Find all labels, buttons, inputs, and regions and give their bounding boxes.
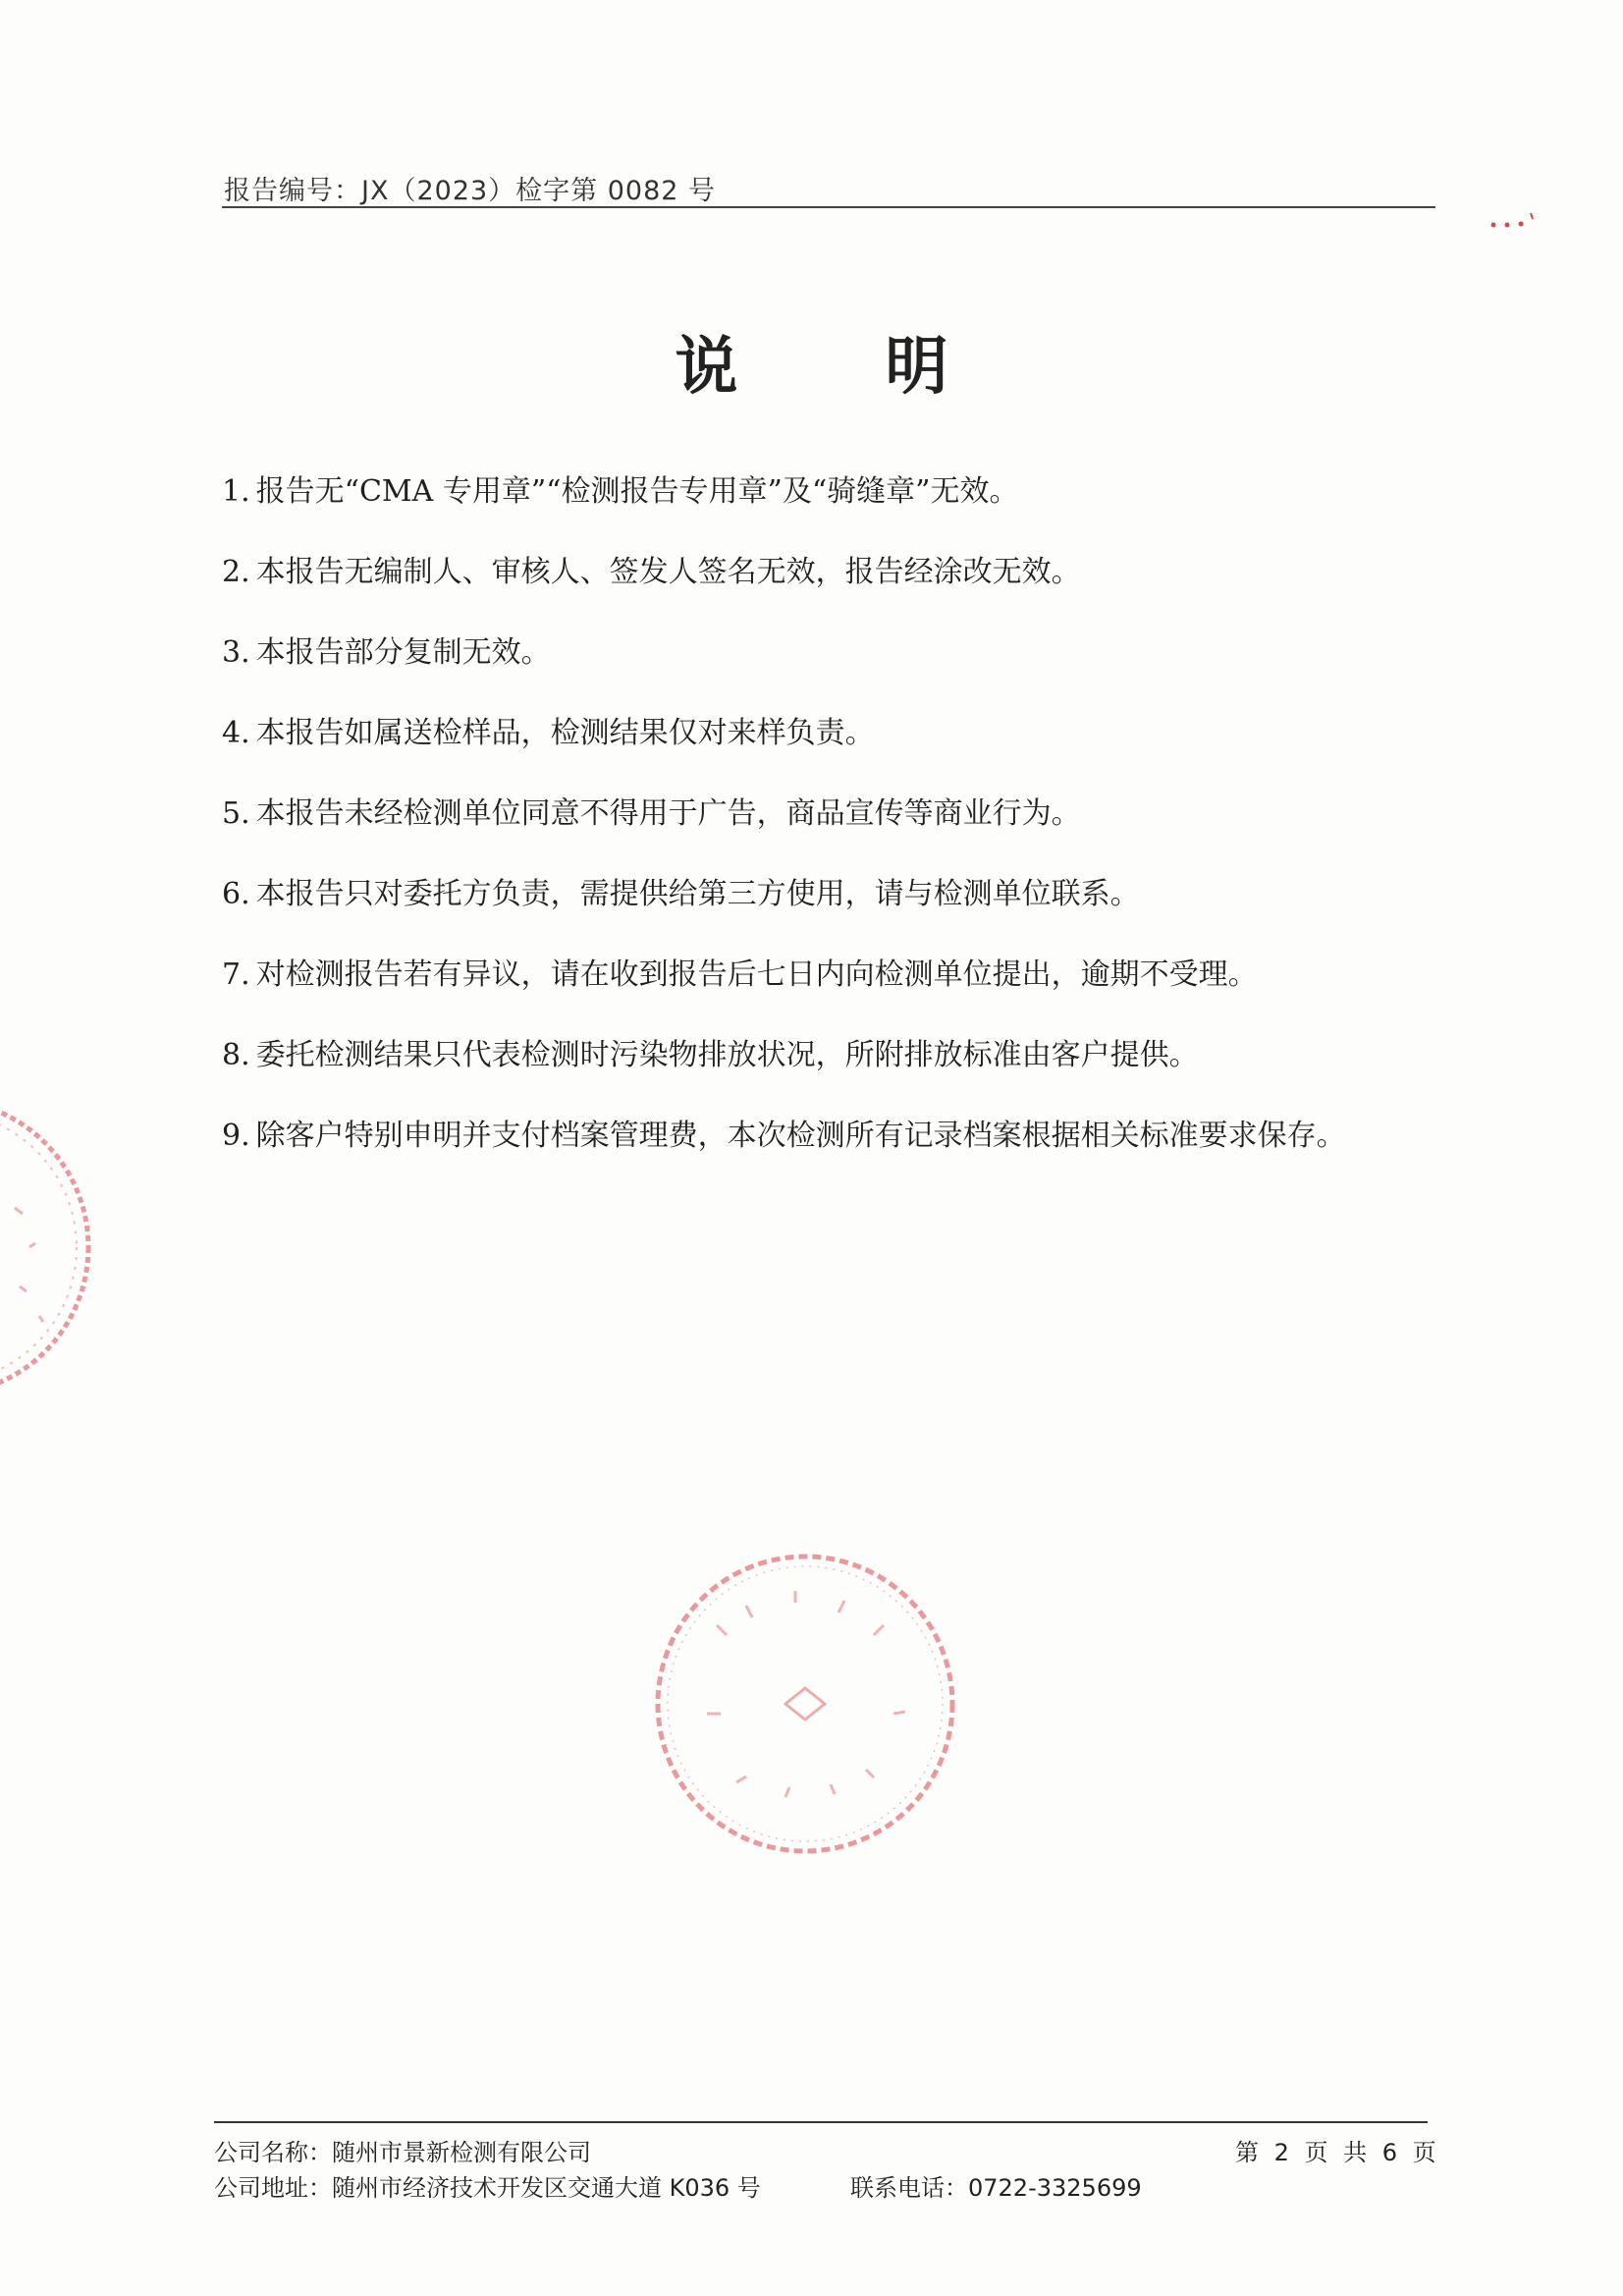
report-number-value: JX（2023）检字第 0082 号 xyxy=(361,176,717,206)
footer-divider xyxy=(214,2121,1428,2123)
edge-seal-stamp xyxy=(0,1090,98,1404)
notice-number: 8. xyxy=(222,1038,250,1072)
notice-item xyxy=(222,953,1459,1033)
notice-number: 5. xyxy=(222,796,250,831)
company-address-line xyxy=(214,2168,761,2203)
notice-text: 本报告部分复制无效。 xyxy=(255,635,551,670)
notice-item xyxy=(222,1033,1459,1114)
notice-item xyxy=(222,630,1459,711)
notice-item xyxy=(222,872,1459,953)
page-indicator: 第 2 页 共 6 页 xyxy=(1235,2139,1440,2166)
corner-seal-marks xyxy=(1488,211,1537,231)
notice-number: 2. xyxy=(222,555,250,589)
notice-text: 本报告无编制人、审核人、签发人签名无效，报告经涂改无效。 xyxy=(255,555,1081,589)
notice-number: 3. xyxy=(222,635,250,670)
header-divider xyxy=(222,206,1435,208)
company-name: 随州市景新检测有限公司 xyxy=(332,2139,591,2166)
notice-text: 除客户特别申明并支付档案管理费，本次检测所有记录档案根据相关标准要求保存。 xyxy=(255,1119,1346,1153)
report-number-header xyxy=(224,169,716,207)
notice-number: 4. xyxy=(222,716,250,750)
notice-text: 本报告未经检测单位同意不得用于广告，商品宣传等商业行为。 xyxy=(255,796,1081,831)
notice-item xyxy=(222,711,1459,792)
notice-list xyxy=(222,469,1459,1194)
company-name-line xyxy=(214,2133,591,2167)
company-address-label: 公司地址： xyxy=(214,2174,332,2202)
notice-text: 报告无“CMA 专用章”“检测报告专用章”及“骑缝章”无效。 xyxy=(255,474,1019,509)
notice-item xyxy=(222,469,1459,550)
notice-text: 委托检测结果只代表检测时污染物排放状况，所附排放标准由客户提供。 xyxy=(255,1038,1199,1072)
notice-text: 对检测报告若有异议，请在收到报告后七日内向检测单位提出，逾期不受理。 xyxy=(255,957,1258,992)
notice-number: 9. xyxy=(222,1119,250,1153)
company-name-label: 公司名称： xyxy=(214,2139,332,2166)
official-seal-stamp xyxy=(648,1547,962,1861)
notice-number: 1. xyxy=(222,474,250,509)
notice-item xyxy=(222,1114,1459,1194)
phone-line xyxy=(850,2168,1142,2203)
notice-item xyxy=(222,792,1459,872)
notice-text: 本报告如属送检样品，检测结果仅对来样负责。 xyxy=(255,716,875,750)
notice-text: 本报告只对委托方负责，需提供给第三方使用，请与检测单位联系。 xyxy=(255,877,1140,911)
notice-item xyxy=(222,550,1459,630)
company-address: 随州市经济技术开发区交通大道 K036 号 xyxy=(332,2174,761,2202)
phone-label: 联系电话： xyxy=(850,2174,968,2202)
page-title: 说明 xyxy=(675,330,1096,404)
notice-number: 6. xyxy=(222,877,250,911)
notice-number: 7. xyxy=(222,957,250,992)
phone-number: 0722-3325699 xyxy=(968,2174,1142,2202)
report-number-label: 报告编号： xyxy=(224,176,361,206)
